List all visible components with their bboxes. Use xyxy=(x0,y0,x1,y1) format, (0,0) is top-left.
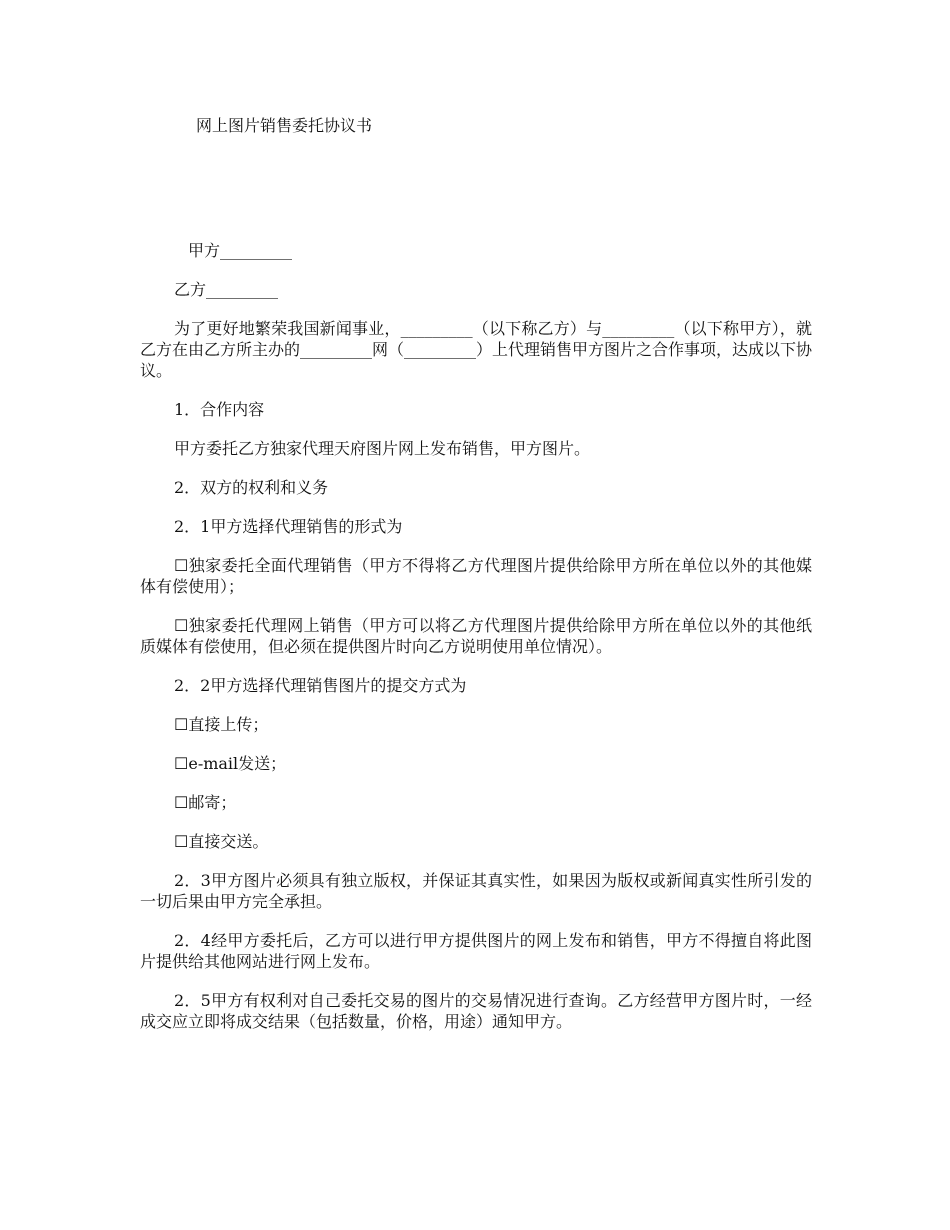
option-mail: ☐邮寄； xyxy=(174,793,237,812)
document-body xyxy=(140,240,812,1050)
clause-2-4: 2．4经甲方委托后，乙方可以进行甲方提供图片的网上发布和销售，甲方不得擅自将此图片提供给其他网站进行网上发布。 xyxy=(140,931,812,971)
option-direct-delivery: ☐直接交送。 xyxy=(174,832,269,851)
section-heading-cooperation: 1．合作内容 xyxy=(174,400,265,419)
preamble-paragraph: 为了更好地繁荣我国新闻事业，_________（以下称乙方）与_________（以下称甲方），就乙方在由乙方所主办的_________网（_________）上代理销售甲方图片之合作事项，达成以下协议。 xyxy=(140,319,813,380)
clause-2-3: 2．3甲方图片必须具有独立版权，并保证其真实性，如果因为版权或新闻真实性所引发的一切后果由甲方完全承担。 xyxy=(140,871,812,911)
party-a-line: 甲方_________ xyxy=(188,241,293,260)
document-title: 网上图片销售委托协议书 xyxy=(196,116,373,135)
party-b-line: 乙方_________ xyxy=(174,280,279,299)
option-direct-upload: ☐直接上传； xyxy=(174,715,269,734)
clause-2-5: 2．5甲方有权利对自己委托交易的图片的交易情况进行查询。乙方经营甲方图片时，一经成交应立即将成交结果（包括数量，价格，用途）通知甲方。 xyxy=(140,991,812,1031)
clause-2-1: 2．1甲方选择代理销售的形式为 xyxy=(174,517,403,536)
option-full-agency: ☐独家委托全面代理销售（甲方不得将乙方代理图片提供给除甲方所在单位以外的其他媒体有偿使用）； xyxy=(140,556,812,596)
section-heading-rights: 2．双方的权利和义务 xyxy=(174,478,329,497)
cooperation-paragraph: 甲方委托乙方独家代理天府图片网上发布销售，甲方图片。 xyxy=(174,439,591,458)
clause-2-2: 2．2甲方选择代理销售图片的提交方式为 xyxy=(174,676,467,695)
option-email: ☐e-mail发送； xyxy=(174,754,287,773)
option-online-agency: ☐独家委托代理网上销售（甲方可以将乙方代理图片提供给除甲方所在单位以外的其他纸质媒体有偿使用，但必须在提供图片时向乙方说明使用单位情况）。 xyxy=(140,616,812,656)
